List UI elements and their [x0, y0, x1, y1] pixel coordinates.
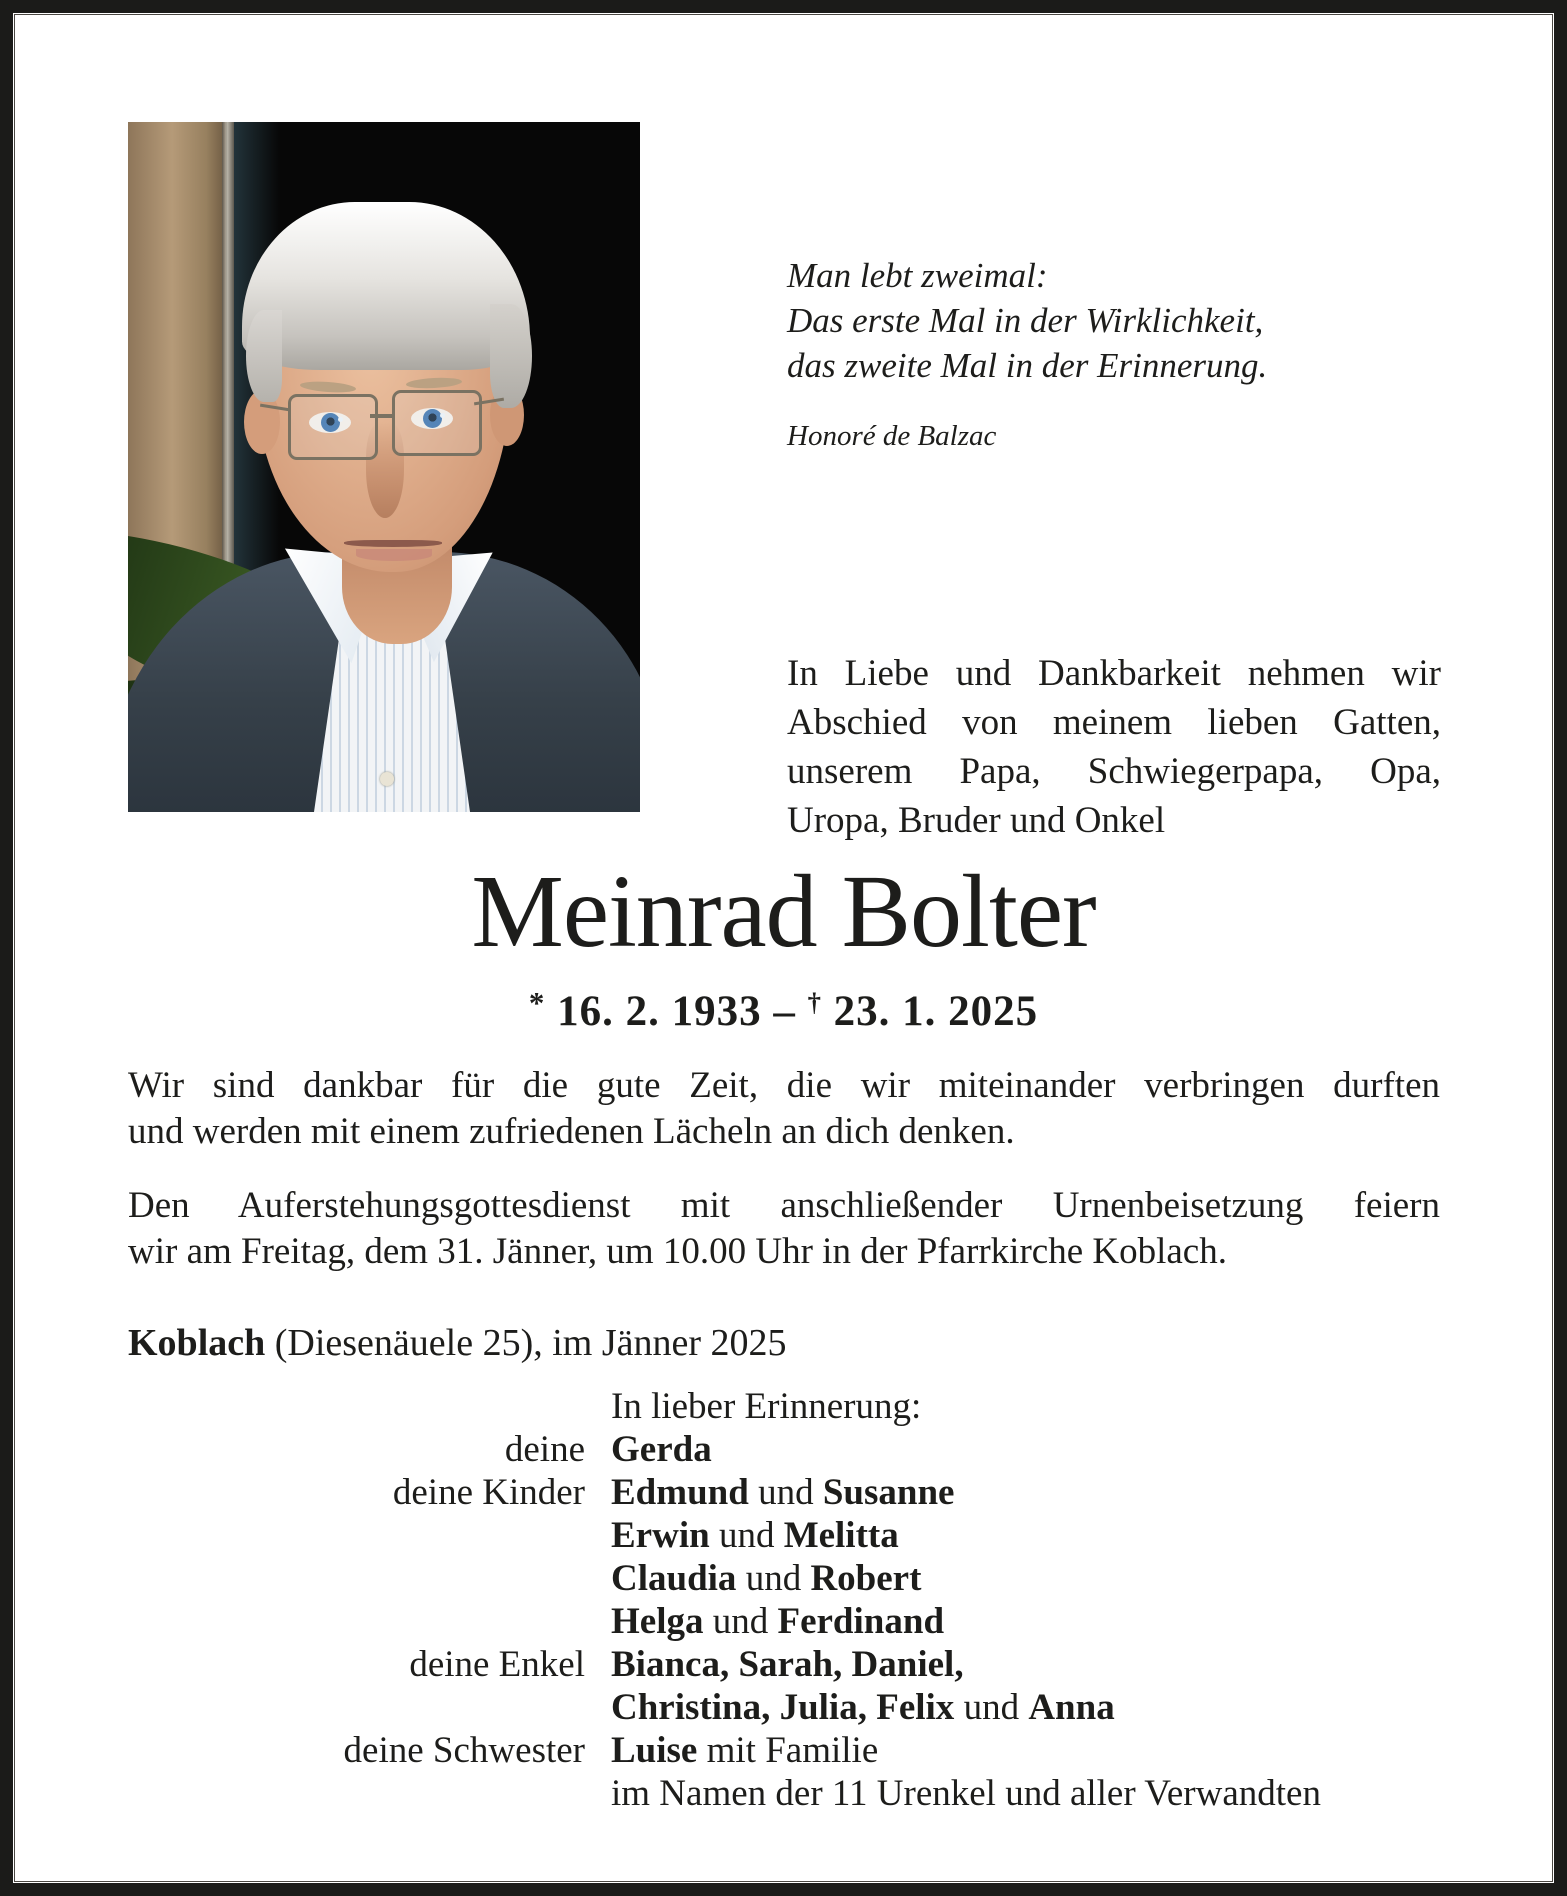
photo-hair-side-left — [246, 310, 282, 402]
relation-label: deine Kinder — [392, 1472, 585, 1513]
connector-text: und — [748, 1472, 823, 1513]
place-dateline — [128, 1321, 787, 1365]
photo-mouth — [344, 540, 442, 547]
farewell-text — [787, 649, 1441, 845]
paragraph-line: Den Auferstehungsgottesdienst mit anschließender Urnenbeisetzung feiern — [128, 1185, 1440, 1226]
quote-line: das zweite Mal in der Erinnerung. — [787, 346, 1268, 385]
relative-names — [611, 1600, 944, 1643]
memorial-quote — [787, 253, 1267, 459]
paragraph-line: Wir sind dankbar für die gute Zeit, die wir miteinander verbringen durften — [128, 1065, 1440, 1106]
glasses-lens-right — [392, 390, 482, 456]
relative-names — [611, 1729, 878, 1772]
relative-name: Robert — [810, 1558, 922, 1599]
glasses-lens-left — [288, 394, 378, 460]
place-name: Koblach — [128, 1322, 266, 1364]
farewell-line: unserem Papa, Schwiegerpapa, Opa, — [787, 751, 1441, 792]
connector-text: und — [954, 1687, 1029, 1728]
photo-hair — [242, 202, 530, 370]
remembrance-rows — [128, 1428, 1321, 1815]
farewell-line: Abschied von meinem lieben Gatten, — [787, 702, 1441, 743]
photo-shirt-button — [380, 772, 394, 786]
relation-label — [128, 1514, 585, 1557]
relation-label: deine Schwester — [343, 1730, 585, 1771]
connector-text: und — [736, 1558, 811, 1599]
farewell-line: In Liebe und Dankbarkeit nehmen wir — [787, 653, 1441, 694]
birth-date: 16. 2. 1933 — [557, 987, 762, 1035]
list-item — [128, 1557, 1321, 1600]
relative-name: Melitta — [783, 1515, 899, 1556]
relation-label — [128, 1600, 585, 1643]
relative-names — [611, 1471, 954, 1514]
paragraph-line: wir am Freitag, dem 31. Jänner, um 10.00 Uhr in der Pfarrkirche Koblach. — [128, 1231, 1227, 1272]
list-item — [128, 1643, 1321, 1686]
dates-separator: – — [773, 987, 796, 1035]
list-item — [128, 1686, 1321, 1729]
remembrance-heading: In lieber Erinnerung: — [611, 1386, 922, 1427]
paragraph-line: und werden mit einem zufriedenen Lächeln an dich denken. — [128, 1111, 1015, 1152]
remembrance-list — [128, 1385, 1321, 1815]
relation-label — [128, 1557, 585, 1600]
death-date: 23. 1. 2025 — [833, 987, 1039, 1035]
relative-name: Claudia — [611, 1558, 737, 1599]
connector-text: und — [703, 1601, 778, 1642]
photo-hair-side-right — [490, 304, 532, 408]
relation-label: deine — [504, 1429, 585, 1470]
relative-names — [611, 1428, 712, 1471]
relative-name: Ferdinand — [777, 1601, 945, 1642]
list-item — [128, 1772, 1321, 1815]
relative-name: Luise — [611, 1730, 698, 1771]
relative-names — [611, 1514, 899, 1557]
birth-star-icon: * — [528, 985, 546, 1020]
list-item — [128, 1729, 1321, 1772]
relative-name: Erwin — [611, 1515, 710, 1556]
photo-lower-lip — [356, 549, 432, 561]
service-paragraph — [128, 1183, 1440, 1275]
remembrance-heading-row — [128, 1385, 1321, 1428]
relative-name: Edmund — [611, 1472, 749, 1513]
card-content — [13, 13, 1554, 1883]
relative-name: Anna — [1028, 1687, 1115, 1728]
connector-text: im Namen der 11 Urenkel und aller Verwandten — [611, 1773, 1321, 1814]
relative-name: Helga — [611, 1601, 704, 1642]
portrait-photo — [128, 122, 640, 812]
list-item — [128, 1600, 1321, 1643]
relation-label: deine Enkel — [409, 1644, 585, 1685]
relative-name: Gerda — [611, 1429, 712, 1470]
list-item — [128, 1514, 1321, 1557]
connector-text: und — [709, 1515, 784, 1556]
relative-names — [611, 1772, 1321, 1815]
connector-text: mit Familie — [697, 1730, 879, 1771]
glasses-bridge — [370, 414, 394, 418]
dateline-rest: (Diesenäuele 25), im Jänner 2025 — [265, 1322, 787, 1364]
quote-attribution: Honoré de Balzac — [787, 420, 997, 452]
life-dates — [13, 985, 1554, 1036]
deceased-name: Meinrad Bolter — [471, 854, 1096, 969]
relative-names — [611, 1643, 964, 1686]
relative-names — [611, 1557, 921, 1600]
list-item — [128, 1428, 1321, 1471]
farewell-line: Uropa, Bruder und Onkel — [787, 800, 1166, 841]
thanks-paragraph — [128, 1063, 1440, 1155]
quote-line: Das erste Mal in der Wirklichkeit, — [787, 301, 1264, 340]
relative-name: Bianca, Sarah, Daniel, — [611, 1644, 964, 1685]
relation-label — [128, 1385, 585, 1428]
relative-names — [611, 1686, 1115, 1729]
relation-label — [128, 1686, 585, 1729]
quote-line: Man lebt zweimal: — [787, 256, 1048, 295]
relative-name: Christina, Julia, Felix — [611, 1687, 955, 1728]
relation-label — [128, 1772, 585, 1815]
relative-name: Susanne — [822, 1472, 955, 1513]
death-cross-icon: † — [807, 986, 822, 1017]
list-item — [128, 1471, 1321, 1514]
